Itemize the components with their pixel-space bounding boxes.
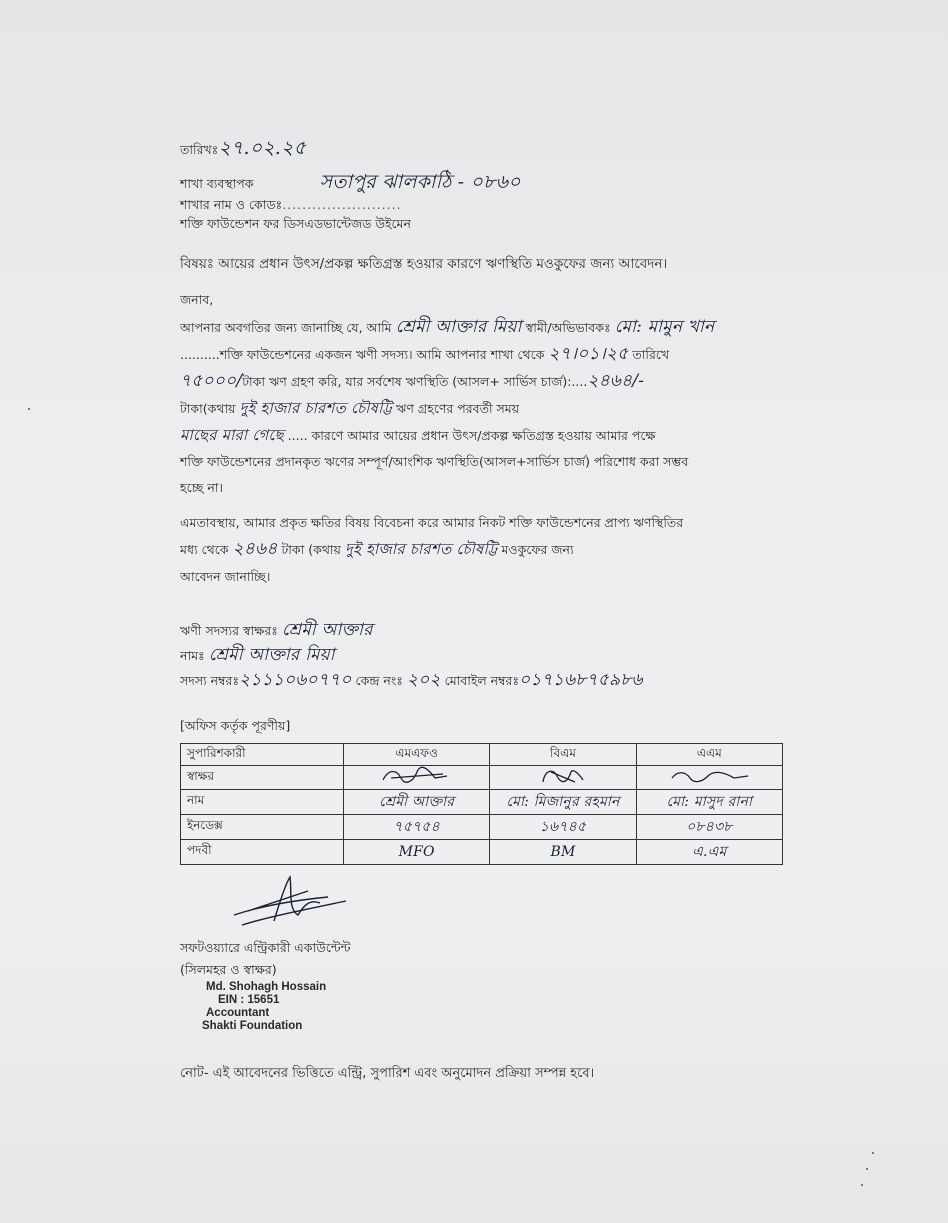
request-line-1: এমতাবস্থায়, আমার প্রকৃত ক্ষতির বিষয় বিবেচনা করে আমার নিকট শক্তি ফাউন্ডেশনের প্রাপ্য ঋণস্থিতির — [180, 515, 684, 530]
balance-words-filled: দুই হাজার চারশত চৌষট্টি — [239, 399, 393, 417]
branch-line — [180, 196, 792, 214]
balance-filled: ২৪৬৪/- — [587, 371, 645, 391]
paper-speck — [866, 1168, 868, 1170]
body-line-7: হচ্ছে না। — [180, 480, 223, 495]
member-ids-line — [180, 668, 792, 693]
body-line-4 — [180, 395, 792, 422]
guardian-label: স্বামী/অভিভাবকঃ — [525, 320, 611, 335]
mobile-number: ০১৭১৬৮৭৫৯৮৬ — [519, 670, 643, 690]
date-value: ২৭.০২.২৫ — [218, 137, 307, 159]
stamp-ein: EIN : 15651 — [218, 994, 280, 1006]
office-approval-table — [180, 743, 783, 865]
paper-speck — [28, 408, 30, 410]
member-name-label: নামঃ — [180, 648, 205, 663]
subject-line: বিষয়ঃ আয়ের প্রধান উৎস/প্রকল্প ক্ষতিগ্রস্ত হওয়ার কারণে ঋণস্থিতি মওকুফের জন্য আবেদন। — [180, 256, 668, 272]
member-name-line — [180, 643, 792, 668]
request-line-2 — [180, 536, 792, 563]
loan-date-filled: ২৭।০১।২৫ — [548, 344, 629, 364]
stamp-role: Accountant — [206, 1007, 270, 1019]
mobile-label: মোবাইল নম্বরঃ — [444, 673, 520, 688]
body-text: টাকা(কথায় — [180, 401, 236, 416]
signature — [636, 766, 782, 790]
body-text: ..... কারণে আমার আয়ের প্রধান উৎস/প্রকল্প ক্ষতিগ্রস্ত হওয়ায় আমার পক্ষে — [287, 428, 656, 443]
stamp-name: Md. Shohagh Hossain — [206, 981, 327, 993]
index-cell: ০৮৪৩৮ — [636, 815, 782, 840]
column-header: বিএম — [490, 744, 636, 766]
branch-label: শাখার নাম ও কোডঃ — [180, 197, 283, 212]
member-number-label: সদস্য নম্বরঃ — [180, 673, 240, 688]
row-label: স্বাক্ষর — [181, 766, 344, 790]
name-cell: মো: মিজানুর রহমান — [490, 790, 636, 815]
body-line-3 — [180, 368, 792, 395]
body-text: ঋণ গ্রহণের পরবর্তী সময় — [396, 401, 520, 416]
request-text: টাকা (কথায় — [281, 542, 341, 557]
branch-handwritten: সতাপুর ঝালকাঠি - ০৮৬০ — [319, 171, 521, 193]
body-text: তারিখে — [632, 347, 670, 362]
table-row-designation — [181, 840, 783, 865]
column-header: সুপারিশকারী — [181, 744, 344, 766]
accountant-stamp — [202, 981, 792, 1033]
designation-cell: MFO — [344, 840, 490, 865]
name-cell: শ্রেমী আক্তার — [344, 790, 490, 815]
designation-cell: BM — [490, 840, 636, 865]
accountant-title: সফটওয়্যারে এন্ট্রিকারী একাউন্টেন্ট — [180, 940, 351, 955]
body-line-5 — [180, 422, 792, 449]
request-paragraph — [180, 509, 792, 590]
date-line — [180, 136, 792, 162]
request-text: মধ্য থেকে — [180, 542, 229, 557]
row-label: নাম — [181, 790, 344, 815]
request-line-3: আবেদন জানাচ্ছি। — [180, 569, 271, 584]
column-header: এমএফও — [344, 744, 490, 766]
center-number: ২০২ — [406, 670, 441, 690]
member-signature-line — [180, 618, 792, 643]
member-signature: শ্রেমী আক্তার — [281, 620, 373, 640]
designation-cell: এ.এম — [636, 840, 782, 865]
addressee: শাখা ব্যবস্থাপক — [180, 176, 254, 191]
seal-note: (সিলমহর ও স্বাক্ষর) — [180, 962, 277, 977]
member-name-filled: শ্রেমী আক্তার মিয়া — [395, 317, 522, 337]
paper-speck — [872, 1152, 874, 1154]
date-label: তারিখঃ — [180, 142, 219, 157]
addressee-line — [180, 170, 792, 196]
waiver-amount-filled: ২৪৬৪ — [232, 539, 278, 559]
body-line-6: শক্তি ফাউন্ডেশনের প্রদানকৃত ঋণের সম্পূর্ণ/আংশিক ঋণস্থিতি(আসল+সার্ভিস চার্জ) পরিশোধ করা সম্ভব — [180, 454, 689, 469]
index-cell: ৭৫৭৫৪ — [344, 815, 490, 840]
body-line-2 — [180, 341, 792, 368]
table-row-signature — [181, 766, 783, 790]
member-number: ২১১১০৬০৭৭০ — [239, 670, 352, 690]
org-name: শক্তি ফাউন্ডেশন ফর ডিসএডভান্টেজড উইমেন — [180, 216, 411, 231]
application-form — [180, 136, 792, 1085]
row-label: পদবী — [181, 840, 344, 865]
waiver-words-filled: দুই হাজার চারশত চৌষট্টি — [344, 540, 498, 558]
body-text: টাকা ঋণ গ্রহণ করি, যার সর্বশেষ ঋণস্থিতি (আসল+ সার্ভিস চার্জ):.... — [242, 374, 588, 389]
member-signature-block — [180, 618, 792, 693]
reason-filled: মাছের মারা গেছে — [180, 426, 284, 444]
loan-amount-filled: ৭৫০০০/ — [180, 371, 243, 391]
name-cell: মো: মাসুদ রানা — [636, 790, 782, 815]
stamp-org: Shakti Foundation — [202, 1020, 303, 1032]
footer-note: নোট- এই আবেদনের ভিত্তিতে এন্ট্রি, সুপারিশ এবং অনুমোদন প্রক্রিয়া সম্পন্ন হবে। — [180, 1066, 595, 1081]
body-line-1 — [180, 314, 792, 341]
center-label: কেন্দ্র নংঃ — [355, 673, 403, 688]
member-signature-label: ঋণী সদস্যর স্বাক্ষরঃ — [180, 623, 278, 638]
signature — [490, 766, 636, 790]
row-label: ইনডেক্স — [181, 815, 344, 840]
signature — [344, 766, 490, 790]
office-use-label: [অফিস কর্তৃক পূরণীয়] — [180, 718, 291, 733]
request-text: মওকুফের জন্য — [501, 542, 574, 557]
guardian-name-filled: মো: মামুন খান — [614, 317, 715, 337]
table-header-row — [181, 744, 783, 766]
salutation: জনাব, — [180, 292, 214, 307]
body-text: আপনার অবগতির জন্য জানাচ্ছি যে, আমি — [180, 320, 392, 335]
body-text: ..........শক্তি ফাউন্ডেশনের একজন ঋণী সদস্য। আমি আপনার শাখা থেকে — [180, 347, 545, 362]
accountant-signature — [228, 871, 792, 933]
table-row-name — [181, 790, 783, 815]
index-cell: ১৬৭৪৫ — [490, 815, 636, 840]
body-paragraph — [180, 314, 792, 501]
branch-dots: ........................ — [282, 197, 402, 212]
table-row-index — [181, 815, 783, 840]
member-name: শ্রেমী আক্তার মিয়া — [208, 645, 335, 665]
paper-speck — [861, 1184, 863, 1186]
column-header: এএম — [636, 744, 782, 766]
